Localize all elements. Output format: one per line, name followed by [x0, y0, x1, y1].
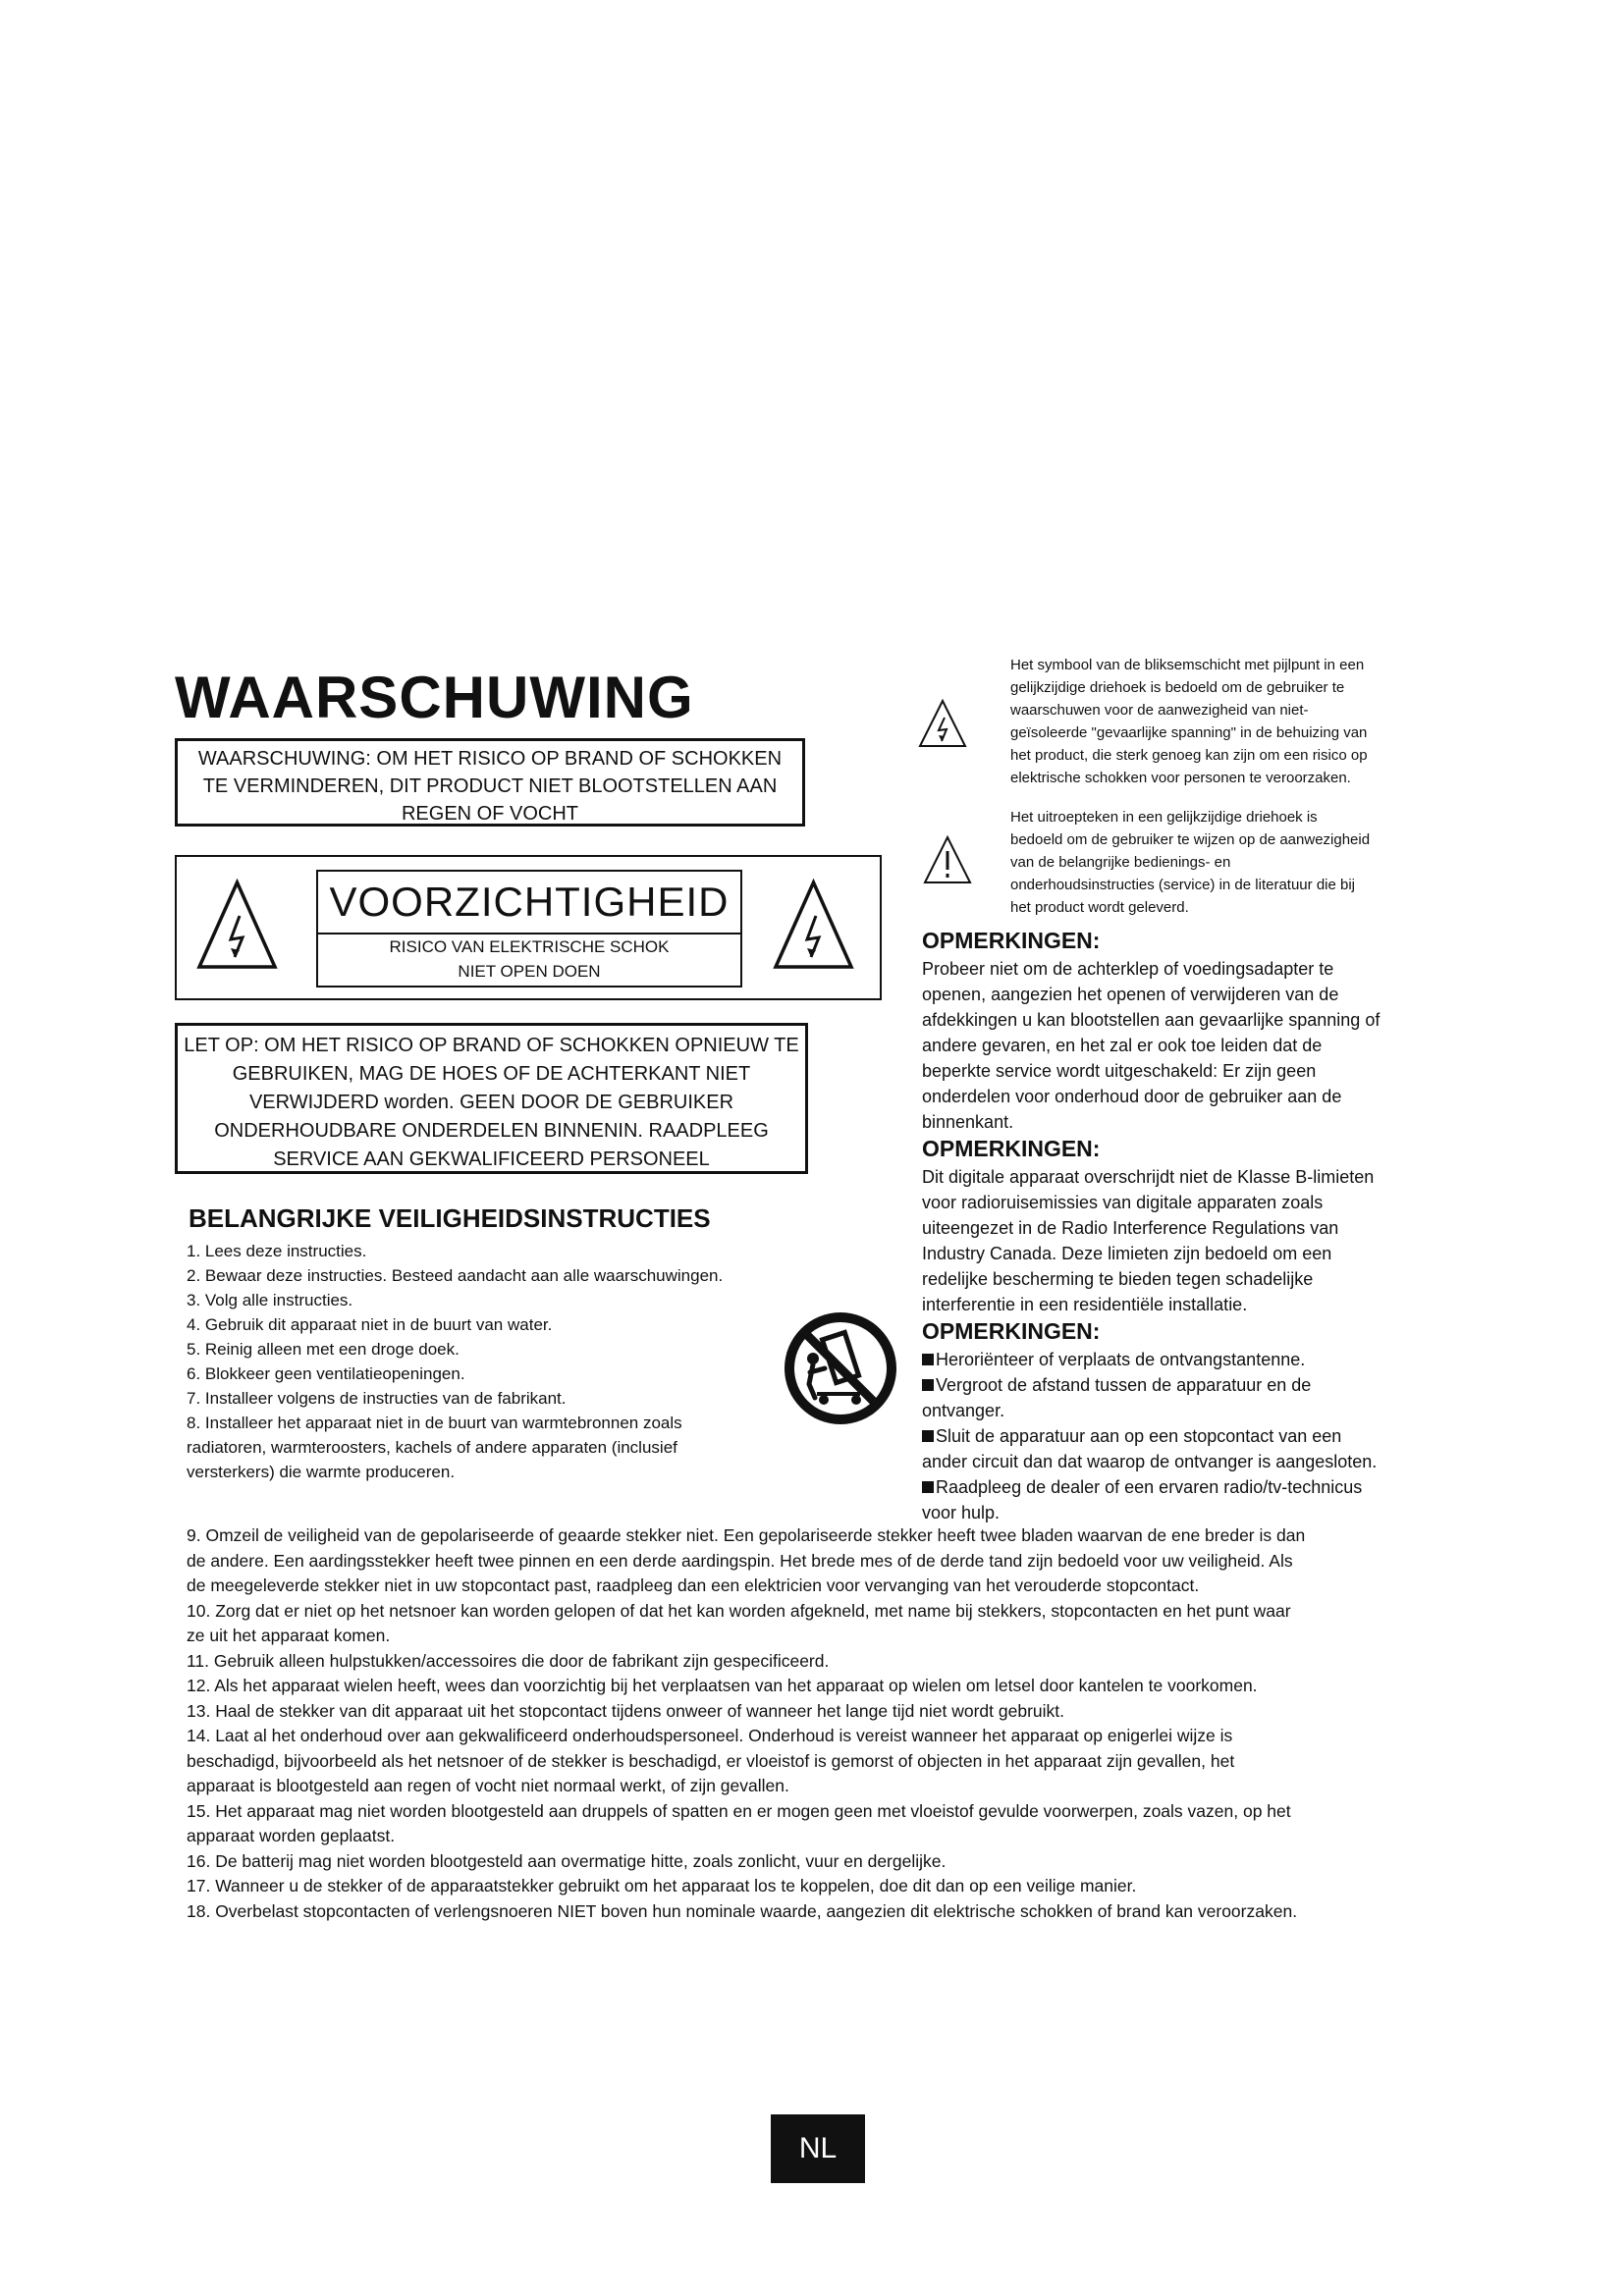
exclamation-symbol-text: [1010, 806, 1413, 919]
bullet-text: ander circuit dan dat waarop de ontvanger is aangesloten.: [922, 1452, 1378, 1471]
list-item-line: radiatoren, warmteroosters, kachels of andere apparaten (inclusief: [187, 1438, 677, 1457]
safety-list-long: [187, 1523, 1426, 1924]
remarks-bullets: [922, 1347, 1433, 1525]
paragraph-line: uiteengezet in de Radio Interference Regulations van: [922, 1218, 1339, 1238]
paragraph-line: onderdelen voor onderhoud door de gebruiker aan de: [922, 1087, 1342, 1106]
list-item: [187, 1674, 1426, 1699]
page-title: WAARSCHUWING: [175, 665, 694, 730]
list-item-line: 17. Wanneer u de stekker of de apparaatstekker gebruikt om het apparaat los te koppelen, doe dit dan op een veilige manier.: [187, 1876, 1137, 1896]
paragraph-line: Probeer niet om de achterklep of voedingsadapter te: [922, 959, 1334, 979]
paragraph-line: beperkte service wordt uitgeschakeld: Er zijn geen: [922, 1061, 1317, 1081]
bullet-square-icon: [922, 1379, 934, 1391]
list-item: [187, 1411, 776, 1484]
list-item: [187, 1599, 1426, 1649]
remarks-heading: OPMERKINGEN:: [922, 1136, 1101, 1161]
list-item: 6. Blokkeer geen ventilatieopeningen.: [187, 1364, 465, 1383]
notice-line: ONDERHOUDBARE ONDERDELEN BINNENIN. RAADPLEEG: [214, 1120, 769, 1142]
bullet-text: voor hulp.: [922, 1503, 1001, 1522]
list-item-line: apparaat worden geplaatst.: [187, 1826, 396, 1845]
symbol-text-line: van de belangrijke bedienings- en: [1010, 854, 1231, 871]
list-item: [187, 1724, 1426, 1799]
caution-subtitle: [316, 934, 742, 984]
list-item-line: 15. Het apparaat mag niet worden blootgesteld aan druppels of spatten en er mogen geen met vloeistof gevulde voorwerpen, zoals vazen, op het: [187, 1800, 1291, 1821]
symbol-text-line: geïsoleerde "gevaarlijke spanning" in de behuizing van: [1010, 724, 1368, 741]
list-item: [187, 1523, 1426, 1599]
paragraph-line: interferentie in een residentiële installatie.: [922, 1295, 1248, 1314]
safety-instructions-title: BELANGRIJKE VEILIGHEIDSINSTRUCTIES: [189, 1203, 711, 1233]
list-item: 5. Reinig alleen met een droge doek.: [187, 1340, 460, 1359]
list-item-line: versterkers) die warmte produceren.: [187, 1463, 456, 1481]
paragraph-line: voor radioruisemissies van digitale apparaten zoals: [922, 1193, 1324, 1212]
list-item-line: de andere. Een aardingsstekker heeft twee pinnen en een derde aardingspin. Het brede mes of de derde tand zijn bedoeld voor uw veiligheid. Als: [187, 1550, 1293, 1571]
warning-box-line: WAARSCHUWING: OM HET RISICO OP BRAND OF SCHOKKEN: [197, 748, 783, 770]
list-item: 7. Installeer volgens de instructies van de fabrikant.: [187, 1389, 567, 1408]
bullet-square-icon: [922, 1354, 934, 1365]
list-item: [187, 1799, 1426, 1849]
list-item-line: ze uit het apparaat komen.: [187, 1626, 391, 1645]
list-item-line: 18. Overbelast stopcontacten of verlengsnoeren NIET boven hun nominale waarde, aangezien dit elektrische schokken of brand kan veroorzaken.: [187, 1900, 1298, 1921]
lightning-warning-icon: [772, 879, 855, 972]
list-item: 4. Gebruik dit apparaat niet in de buurt van water.: [187, 1315, 553, 1334]
paragraph-line: afdekkingen u kan blootstellen aan gevaarlijke spanning of: [922, 1010, 1380, 1030]
symbol-text-line: elektrische schokken voor personen te veroorzaken.: [1010, 770, 1351, 786]
symbol-text-line: het product wordt geleverd.: [1010, 899, 1189, 916]
notice-line: SERVICE AAN GEKWALIFICEERD PERSONEEL: [273, 1148, 710, 1170]
symbol-text-line: waarschuwen voor de aanwezigheid van niet-: [1010, 702, 1309, 719]
caution-title: VOORZICHTIGHEID: [316, 870, 742, 934]
bullet-text: Heroriënteer of verplaats de ontvangstantenne.: [936, 1350, 1306, 1369]
bullet-text: ontvanger.: [922, 1401, 1005, 1420]
list-item: 2. Bewaar deze instructies. Besteed aandacht aan alle waarschuwingen.: [187, 1266, 724, 1285]
language-badge: NL: [771, 2114, 865, 2183]
paragraph-line: andere gevaren, en het zal er ook toe leiden dat de: [922, 1036, 1323, 1055]
list-item-line: 9. Omzeil de veiligheid van de gepolariseerde of geaarde stekker niet. Een gepolariseerde stekker heeft twee bladen waarvan de ene breder is dan: [187, 1525, 1306, 1545]
list-item-line: 8. Installeer het apparaat niet in de buurt van warmtebronnen zoals: [187, 1414, 682, 1432]
notice-line: LET OP: OM HET RISICO OP BRAND OF SCHOKKEN OPNIEUW TE: [184, 1035, 799, 1056]
bullet-text: Vergroot de afstand tussen de apparatuur en de: [936, 1375, 1312, 1395]
list-item-line: beschadigd, bijvoorbeeld als het netsnoer of de stekker is beschadigd, er vloeistof is gemorst of objecten in het apparaat zijn gevallen, het: [187, 1750, 1235, 1771]
symbol-text-line: het product, die sterk genoeg kan zijn om een risico op: [1010, 747, 1368, 764]
remarks-heading: OPMERKINGEN:: [922, 1318, 1101, 1344]
exclamation-symbol-icon: [923, 834, 972, 885]
notice-box: [175, 1023, 808, 1174]
list-item: [187, 1699, 1426, 1725]
list-item-line: 11. Gebruik alleen hulpstukken/accessoires die door de fabrikant zijn gespecificeerd.: [187, 1650, 830, 1671]
remarks-paragraph: [922, 956, 1433, 1135]
lightning-symbol-text: [1010, 654, 1413, 789]
remarks-heading: OPMERKINGEN:: [922, 928, 1101, 953]
lightning-warning-icon: [195, 879, 279, 972]
warning-box-line: TE VERMINDEREN, DIT PRODUCT NIET BLOOTSTELLEN AAN: [202, 775, 778, 797]
safety-list-short: [187, 1239, 795, 1484]
symbol-text-line: bedoeld om de gebruiker te wijzen op de aanwezigheid: [1010, 831, 1371, 848]
caution-subtitle-line: NIET OPEN DOEN: [458, 962, 601, 981]
bullet-item: [922, 1474, 1433, 1500]
list-item: 3. Volg alle instructies.: [187, 1291, 353, 1309]
caution-subtitle-line: RISICO VAN ELEKTRISCHE SCHOK: [389, 937, 670, 956]
bullet-text: Raadpleeg de dealer of een ervaren radio/tv-technicus: [936, 1477, 1363, 1497]
bullet-item: [922, 1423, 1433, 1449]
list-item: [187, 1649, 1426, 1675]
list-item: [187, 1899, 1426, 1925]
paragraph-line: Industry Canada. Deze limieten zijn bedoeld om een: [922, 1244, 1332, 1263]
list-item: 1. Lees deze instructies.: [187, 1242, 367, 1260]
paragraph-line: Dit digitale apparaat overschrijdt niet de Klasse B-limieten: [922, 1167, 1375, 1187]
paragraph-line: openen, aangezien het openen of verwijderen van de: [922, 985, 1339, 1004]
bullet-square-icon: [922, 1481, 934, 1493]
lightning-symbol-icon: [918, 698, 967, 749]
bullet-square-icon: [922, 1430, 934, 1442]
symbol-text-line: gelijkzijdige driehoek is bedoeld om de gebruiker te: [1010, 679, 1345, 696]
remarks-paragraph: [922, 1164, 1433, 1317]
bullet-item: [922, 1372, 1433, 1398]
symbol-text-line: Het symbool van de bliksemschicht met pijlpunt in een: [1010, 657, 1365, 673]
cart-tip-over-warning-icon: [780, 1308, 901, 1429]
list-item-line: 16. De batterij mag niet worden blootgesteld aan overmatige hitte, zoals zonlicht, vuur en dergelijke.: [187, 1850, 947, 1871]
warning-box-line: REGEN OF VOCHT: [401, 803, 578, 825]
symbol-text-line: onderhoudsinstructies (service) in de literatuur die bij: [1010, 877, 1356, 893]
bullet-item: [922, 1347, 1433, 1372]
list-item: [187, 1849, 1426, 1875]
paragraph-line: redelijke bescherming te bieden tegen schadelijke: [922, 1269, 1314, 1289]
warning-box: [175, 738, 805, 827]
symbol-text-line: Het uitroepteken in een gelijkzijdige driehoek is: [1010, 809, 1318, 826]
list-item-line: 14. Laat al het onderhoud over aan gekwalificeerd onderhoudspersoneel. Onderhoud is vereist wanneer het apparaat op enigerlei wijze is: [187, 1726, 1233, 1745]
list-item-line: 13. Haal de stekker van dit apparaat uit het stopcontact tijdens onweer of wanneer het lange tijd niet wordt gebruikt.: [187, 1700, 1065, 1721]
list-item-line: de meegeleverde stekker niet in uw stopcontact past, raadpleeg dan een elektricien voor vervanging van het verouderde stopcontact.: [187, 1575, 1200, 1595]
list-item-line: 12. Als het apparaat wielen heeft, wees dan voorzichtig bij het verplaatsen van het apparaat op wielen om letsel door kantelen te voorkomen.: [187, 1676, 1258, 1695]
notice-line: GEBRUIKEN, MAG DE HOES OF DE ACHTERKANT NIET: [232, 1063, 751, 1085]
bullet-text: Sluit de apparatuur aan op een stopcontact van een: [936, 1426, 1342, 1446]
paragraph-line: binnenkant.: [922, 1112, 1014, 1132]
list-item: [187, 1874, 1426, 1899]
list-item-line: 10. Zorg dat er niet op het netsnoer kan worden gelopen of dat het kan worden afgekneld, met name bij stekkers, stopcontacten en het punt waar: [187, 1600, 1291, 1621]
list-item-line: apparaat is blootgesteld aan regen of vocht niet normaal werkt, of zijn gevallen.: [187, 1776, 789, 1795]
notice-line: VERWIJDERD worden. GEEN DOOR DE GEBRUIKER: [248, 1092, 734, 1113]
